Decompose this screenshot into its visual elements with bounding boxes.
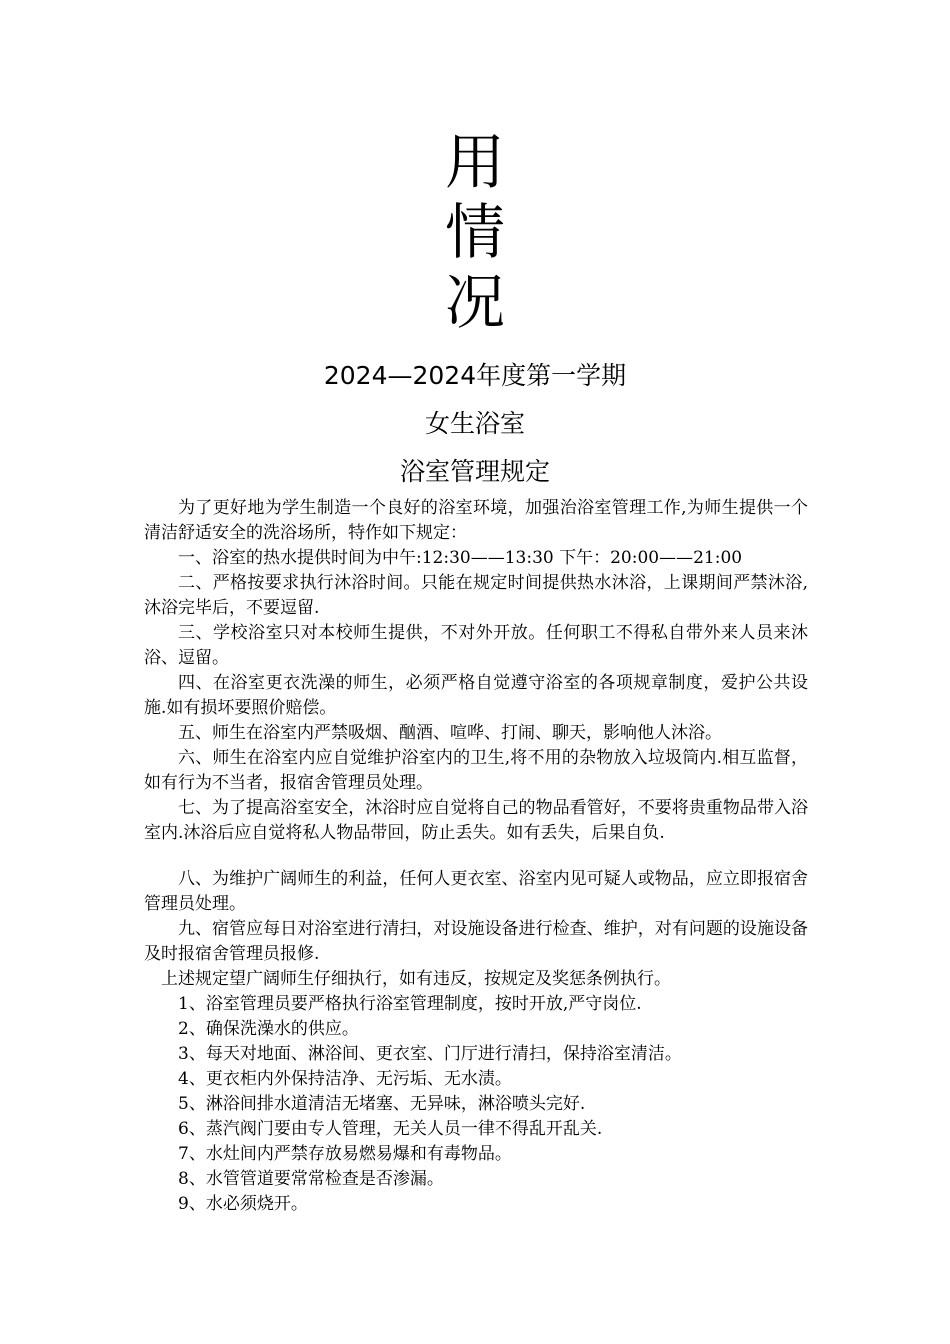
duty-item: 7、水灶间内严禁存放易燃易爆和有毒物品。 — [178, 1144, 512, 1164]
cover-char: 况 — [445, 268, 505, 338]
duty-item: 2、确保洗澡水的供应。 — [178, 1019, 359, 1039]
rule-item: 六、师生在浴室内应自觉维护浴室内的卫生,将不用的杂物放入垃圾筒内.相互监督，如有行为不当者，报宿舍管理员处理。 — [144, 748, 808, 793]
duty-item: 4、更衣柜内外保持洁净、无污垢、无水渍。 — [178, 1069, 512, 1089]
duty-item: 5、淋浴间排水道清洁无堵塞、无异味，淋浴喷头完好. — [178, 1094, 586, 1114]
duty-item: 3、每天对地面、淋浴间、更衣室、门厅进行清扫，保持浴室清洁。 — [178, 1044, 682, 1064]
rule-item: 一、浴室的热水提供时间为中午:12:30——13:30 下午：20:00——21:00 — [178, 548, 743, 568]
rule-item: 七、为了提高浴室安全，沐浴时应自觉将自己的物品看管好，不要将贵重物品带入浴室内.沐浴后应自觉将私人物品带回，防止丢失。如有丢失，后果自负. — [144, 798, 808, 843]
cover-char: 情 — [445, 198, 505, 268]
rule-item: 三、学校浴室只对本校师生提供，不对外开放。任何职工不得私自带外来人员来沐浴、逗留。 — [144, 623, 808, 668]
duty-item: 1、浴室管理员要严格执行浴室管理制度，按时开放,严守岗位. — [178, 994, 642, 1014]
duty-item: 9、水必须烧开。 — [178, 1194, 308, 1214]
rule-item: 八、为维护广阔师生的利益，任何人更衣室、浴室内见可疑人或物品，应立即报宿舍管理员处理。 — [144, 869, 808, 914]
regulation-body — [144, 496, 808, 1217]
closing-paragraph: 上述规定望广阔师生仔细执行，如有违反，按规定及奖惩条例执行。 — [161, 969, 671, 989]
intro-paragraph: 为了更好地为学生制造一个良好的浴室环境，加强治浴室管理工作,为师生提供一个清洁舒适安全的洗浴场所，特作如下规定： — [144, 498, 808, 543]
rule-item: 二、严格按要求执行沐浴时间。只能在规定时间提供热水沐浴，上课期间严禁沐浴,沐浴完毕后，不要逗留. — [144, 573, 808, 618]
document-title: 浴室管理规定 — [399, 457, 550, 486]
cover-char: 用 — [445, 128, 505, 198]
cover-vertical-title — [0, 128, 950, 338]
place-heading: 女生浴室 — [424, 409, 525, 438]
term-heading: 2024—2024年度第一学期 — [323, 361, 627, 390]
rule-item: 九、宿管应每日对浴室进行清扫，对设施设备进行检查、维护，对有问题的设施设备及时报宿舍管理员报修. — [144, 919, 808, 964]
duty-item: 6、蒸汽阀门要由专人管理，无关人员一律不得乱开乱关. — [178, 1119, 603, 1139]
rule-item: 五、师生在浴室内严禁吸烟、酗酒、喧哗、打闹、聊天，影响他人沐浴。 — [178, 723, 722, 743]
duty-item: 8、水管管道要常常检查是否渗漏。 — [178, 1169, 444, 1189]
rule-item: 四、在浴室更衣洗澡的师生，必须严格自觉遵守浴室的各项规章制度，爱护公共设施.如有损坏要照价赔偿。 — [144, 673, 808, 718]
